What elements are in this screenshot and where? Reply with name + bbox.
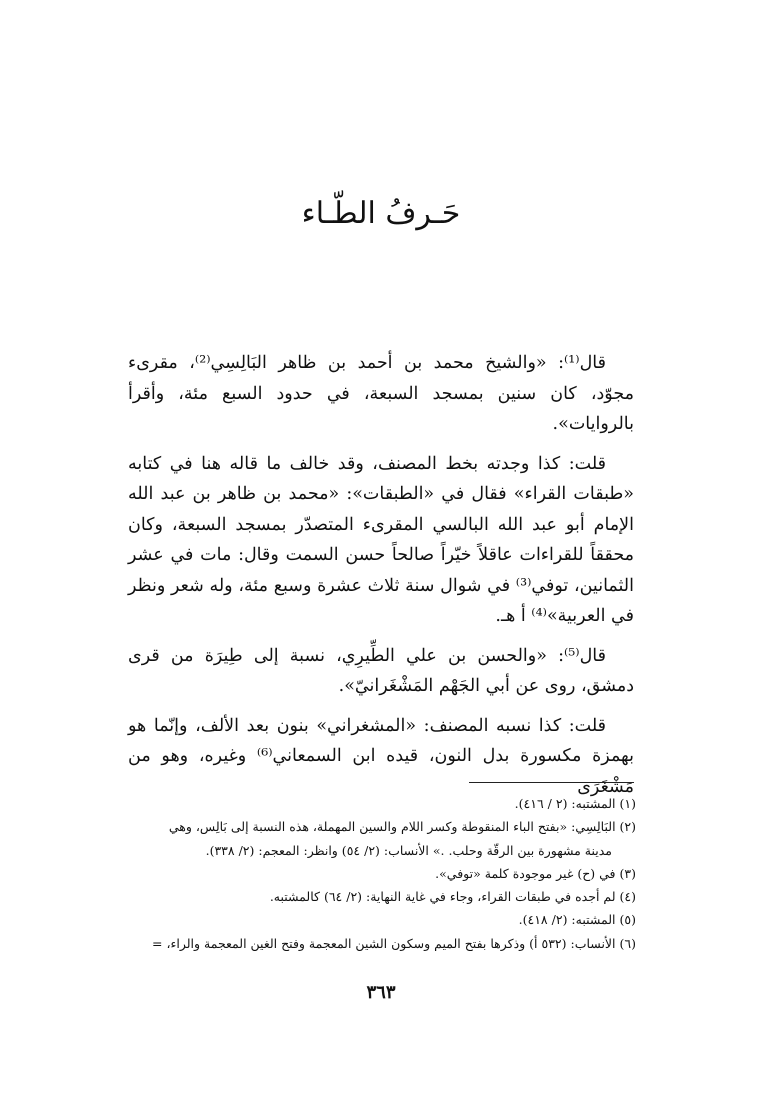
footnote-separator [469,782,634,783]
footnote: (١) المشتبه: (٢ / ٤١٦). [514,796,636,811]
paragraph: قال⁽⁵⁾: «والحسن بن علي الطِّيرِي، نسبة إلى طِيرَة من قرى دمشق، روى عن أبي الجَهْم المَشْغَرانيّ». [128,645,634,696]
main-text [128,348,634,811]
footnote: (٤) لم أجده في طبقات القراء، وجاء في غاية النهاية: (٢/ ٦٤) كالمشتبه. [269,889,636,905]
page-number: ٣٦٣ [366,982,396,1003]
paragraph: قال⁽¹⁾: «والشيخ محمد بن أحمد بن ظاهر البَالِسِي⁽²⁾، مقرىء مجوّد، كان سنين بمسجد السبعة، في حدود السبع مئة، وأقرأ بالروايات». [128,353,634,434]
footnote: (٥) المشتبه: (٢/ ٤١٨). [518,912,636,928]
chapter-title: حَـرفُ الطّـاء [301,196,461,231]
footnote-continuation: مدينة مشهورة بين الرقّة وحلب. .» الأنساب: (٢/ ٥٤) وانظر: المعجم: (٢/ ٣٣٨). [205,842,612,858]
footnotes [128,792,636,955]
footnote: (٣) في (ح) غير موجودة كلمة «توفي». [435,865,636,881]
paragraph: قلت: كذا نسبه المصنف: «المشغراني» بنون بعد الألف، وإنّما هو بهمزة مكسورة بدل النون، قيده ابن السمعاني⁽⁶⁾ وغيره، وهو من مَشْغَرَى [128,715,634,797]
paragraph: قلت: كذا وجدته بخط المصنف، وقد خالف ما قاله هنا في كتابه «طبقات القراء» فقال في «الطبقات»: «محمد بن ظاهر بن عبد الله الإمام أبو عبد الله البالسي المقرىء المتصدّر بمسجد السبعة، وكان محققاً للقراءات عاقلاً خيّراً صالحاً حسن السمت وقال: مات في عشر الثمانين، توفي⁽³⁾ في شوال سنة ثلاث عشرة وسبع مئة، وله شعر ونظر في العربية»⁽⁴⁾ أ هـ. [128,453,634,626]
footnote: (٦) الأنساب: (٥٣٢ أ) وذكرها بفتح الميم وسكون الشين المعجمة وفتح الغين المعجمة والراء، = [152,935,636,951]
footnote: (٢) البَالِسِي: «بفتح الباء المنقوطة وكسر اللام والسين المهملة، هذه النسبة إلى بَالِس، وهي [168,819,636,835]
